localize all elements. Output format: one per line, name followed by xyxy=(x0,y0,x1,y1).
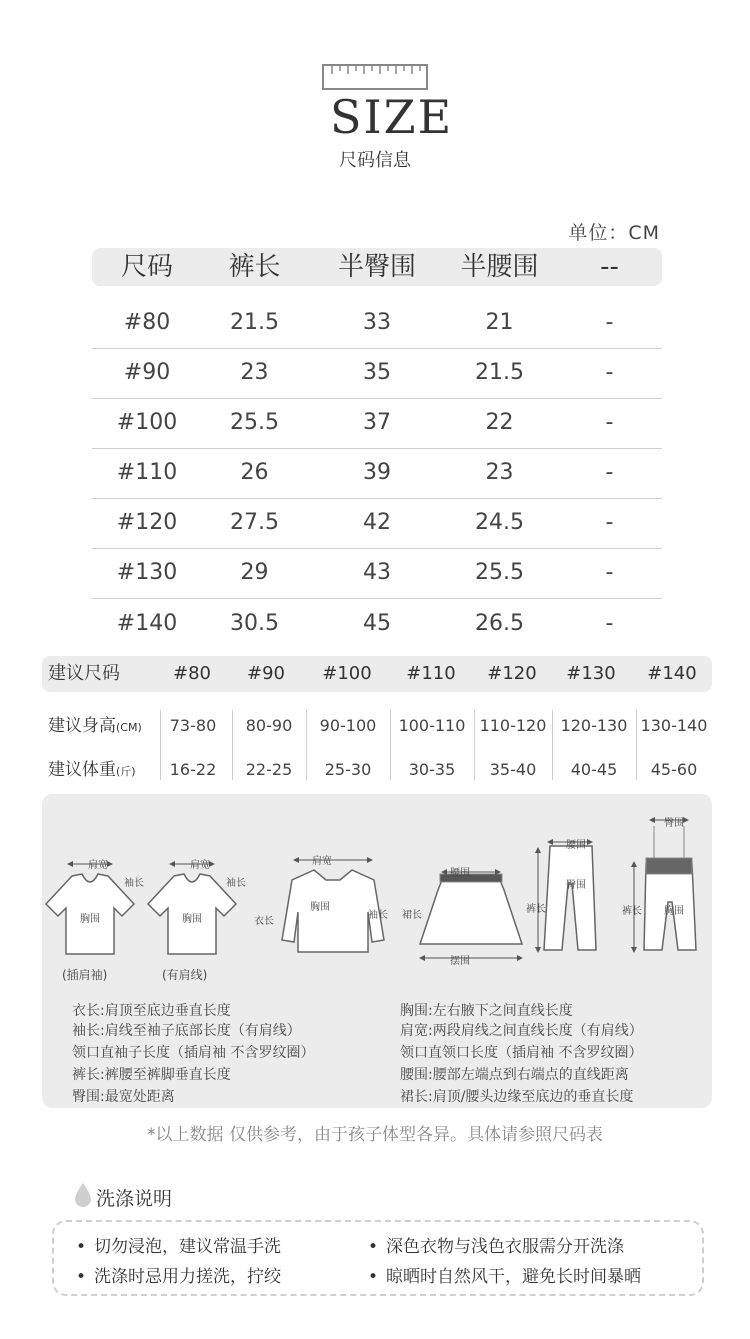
table-row xyxy=(92,399,662,449)
label-pants-length: 裤长 xyxy=(526,904,546,915)
rec-size: #110 xyxy=(406,663,456,684)
pants-icon xyxy=(544,846,596,950)
cell-size: #100 xyxy=(116,410,178,435)
table-row xyxy=(92,349,662,399)
cell-length: 23 xyxy=(240,360,269,385)
weight-value: 35-40 xyxy=(489,760,537,779)
column-divider xyxy=(160,710,161,780)
cell-hip: 45 xyxy=(363,611,391,636)
wash-item: • 洗涤时忌用力搓洗，拧绞 xyxy=(76,1262,281,1287)
rec-size: #100 xyxy=(322,663,372,684)
desc-left: 裤长:裤腰至裤脚垂直长度 xyxy=(72,1067,231,1083)
column-divider xyxy=(232,710,233,780)
cell-length: 26 xyxy=(240,460,269,485)
weight-value: 25-30 xyxy=(324,760,372,779)
desc-left: 臀围:最宽处距离 xyxy=(72,1089,175,1105)
desc-right: 领口直领口长度（插肩袖 不含罗纹圈） xyxy=(400,1045,643,1061)
wash-item: • 深色衣物与浅色衣服需分开洗涤 xyxy=(368,1232,624,1257)
col-waist: 半腰围 xyxy=(460,252,539,282)
label-skirt-length: 裙长 xyxy=(402,910,422,921)
label-chest: 胸围 xyxy=(182,914,202,925)
cell-size: #90 xyxy=(123,360,171,385)
water-drop-icon xyxy=(74,1182,92,1208)
label-chest: 胸围 xyxy=(310,902,330,913)
height-value: 73-80 xyxy=(169,716,217,735)
column-divider xyxy=(474,710,475,780)
wash-item: • 晾晒时自然风干，避免长时间暴晒 xyxy=(368,1262,641,1287)
desc-right: 肩宽:两段肩线之间直线长度（有肩线） xyxy=(400,1023,643,1039)
table-row xyxy=(92,549,662,599)
height-value: 120-130 xyxy=(560,716,628,735)
table-row xyxy=(92,449,662,499)
size-title: SIZE xyxy=(330,90,454,144)
label-chest: 胸围 xyxy=(664,906,684,917)
garment-diagrams xyxy=(42,794,712,994)
weight-unit: (斤) xyxy=(116,765,136,778)
cell-size: #130 xyxy=(116,560,178,585)
label-shoulder: 肩宽 xyxy=(88,860,108,871)
height-value: 80-90 xyxy=(245,716,293,735)
cell-size: #140 xyxy=(116,611,178,636)
label-waist: 腰围 xyxy=(566,840,586,851)
label-hip: 臀围 xyxy=(664,818,684,829)
height-value: 130-140 xyxy=(640,716,708,735)
label-sleeve: 袖长 xyxy=(368,910,388,921)
height-label: 建议身高(CM) xyxy=(48,716,142,736)
size-table-header xyxy=(92,248,662,286)
desc-right: 胸围:左右腋下之间直线长度 xyxy=(400,1003,573,1019)
table-row xyxy=(92,299,662,349)
height-row xyxy=(42,706,712,746)
cell-waist: 21.5 xyxy=(475,360,524,385)
cell-blank: - xyxy=(605,410,614,435)
column-divider xyxy=(306,710,307,780)
col-blank: -- xyxy=(600,252,619,282)
disclaimer: *以上数据 仅供参考，由于孩子体型各异。具体请参照尺码表 xyxy=(147,1125,603,1145)
weight-value: 30-35 xyxy=(408,760,456,779)
table-row xyxy=(92,499,662,549)
wash-instructions-box xyxy=(52,1220,704,1296)
label-hip: 臀围 xyxy=(566,880,586,891)
height-value: 110-120 xyxy=(479,716,547,735)
col-hip: 半臀围 xyxy=(337,252,416,282)
cell-size: #80 xyxy=(123,310,171,335)
desc-left: 领口直袖子长度（插肩袖 不含罗纹圈） xyxy=(72,1045,315,1061)
cell-length: 25.5 xyxy=(230,410,279,435)
wash-title: 洗涤说明 xyxy=(96,1188,173,1210)
label-hem: 摆围 xyxy=(450,956,470,967)
row-divider xyxy=(92,598,662,599)
cell-hip: 39 xyxy=(363,460,391,485)
cell-blank: - xyxy=(605,510,614,535)
skirt-icon xyxy=(420,880,522,944)
cell-blank: - xyxy=(605,360,614,385)
cell-hip: 35 xyxy=(363,360,391,385)
weight-row xyxy=(42,750,712,790)
cell-waist: 26.5 xyxy=(475,611,524,636)
height-value: 90-100 xyxy=(319,716,377,735)
col-size: 尺码 xyxy=(120,252,173,282)
desc-right: 裙长:肩顶/腰头边缘至底边的垂直长度 xyxy=(400,1089,634,1105)
cell-waist: 24.5 xyxy=(475,510,524,535)
size-subtitle: 尺码信息 xyxy=(339,150,411,171)
cell-length: 29 xyxy=(240,560,269,585)
rec-size: #130 xyxy=(566,663,616,684)
label-sleeve: 袖长 xyxy=(124,878,144,889)
recommend-size-label: 建议尺码 xyxy=(48,663,120,684)
cell-blank: - xyxy=(605,560,614,585)
label-chest: 胸围 xyxy=(80,914,100,925)
col-length: 裤长 xyxy=(228,252,281,282)
measurement-diagram-panel xyxy=(42,794,712,1108)
cell-length: 27.5 xyxy=(230,510,279,535)
cell-blank: - xyxy=(605,611,614,636)
cell-hip: 43 xyxy=(363,560,391,585)
ruler-icon xyxy=(322,64,428,90)
cell-hip: 33 xyxy=(363,310,391,335)
caption-raglan: (插肩袖) xyxy=(62,968,108,982)
unit-label: 单位：CM xyxy=(568,222,660,244)
height-unit: (CM) xyxy=(116,721,142,734)
desc-left: 衣长:肩顶至底边垂直长度 xyxy=(72,1003,231,1019)
cell-size: #110 xyxy=(116,460,178,485)
column-divider xyxy=(390,710,391,780)
recommend-header xyxy=(42,656,712,692)
wash-item: • 切勿浸泡，建议常温手洗 xyxy=(76,1232,281,1257)
cell-blank: - xyxy=(605,310,614,335)
cell-waist: 25.5 xyxy=(475,560,524,585)
rec-size: #90 xyxy=(247,663,285,684)
cell-length: 21.5 xyxy=(230,310,279,335)
rec-size: #80 xyxy=(173,663,211,684)
cell-blank: - xyxy=(605,460,614,485)
label-waist: 腰围 xyxy=(450,868,470,879)
table-row xyxy=(92,600,662,650)
cell-size: #120 xyxy=(116,510,178,535)
column-divider xyxy=(636,710,637,780)
desc-right: 腰围:腰部左端点到右端点的直线距离 xyxy=(400,1067,629,1083)
label-shoulder: 肩宽 xyxy=(190,860,210,871)
cell-waist: 22 xyxy=(485,410,514,435)
rec-size: #120 xyxy=(487,663,537,684)
weight-value: 22-25 xyxy=(245,760,293,779)
cell-hip: 37 xyxy=(363,410,391,435)
weight-label: 建议体重(斤) xyxy=(48,760,136,780)
cell-waist: 23 xyxy=(485,460,514,485)
cell-waist: 21 xyxy=(485,310,514,335)
weight-value: 16-22 xyxy=(169,760,217,779)
label-pants-length: 裤长 xyxy=(622,906,642,917)
cell-length: 30.5 xyxy=(230,611,279,636)
column-divider xyxy=(552,710,553,780)
height-value: 100-110 xyxy=(398,716,466,735)
label-length: 衣长 xyxy=(254,916,274,927)
label-sleeve: 袖长 xyxy=(226,878,246,889)
rec-size: #140 xyxy=(647,663,697,684)
weight-value: 45-60 xyxy=(650,760,698,779)
caption-shoulder-line: (有肩线) xyxy=(162,968,208,982)
weight-value: 40-45 xyxy=(570,760,618,779)
cell-hip: 42 xyxy=(363,510,391,535)
desc-left: 袖长:肩线至袖子底部长度（有肩线） xyxy=(72,1023,301,1039)
label-shoulder: 肩宽 xyxy=(312,856,332,867)
